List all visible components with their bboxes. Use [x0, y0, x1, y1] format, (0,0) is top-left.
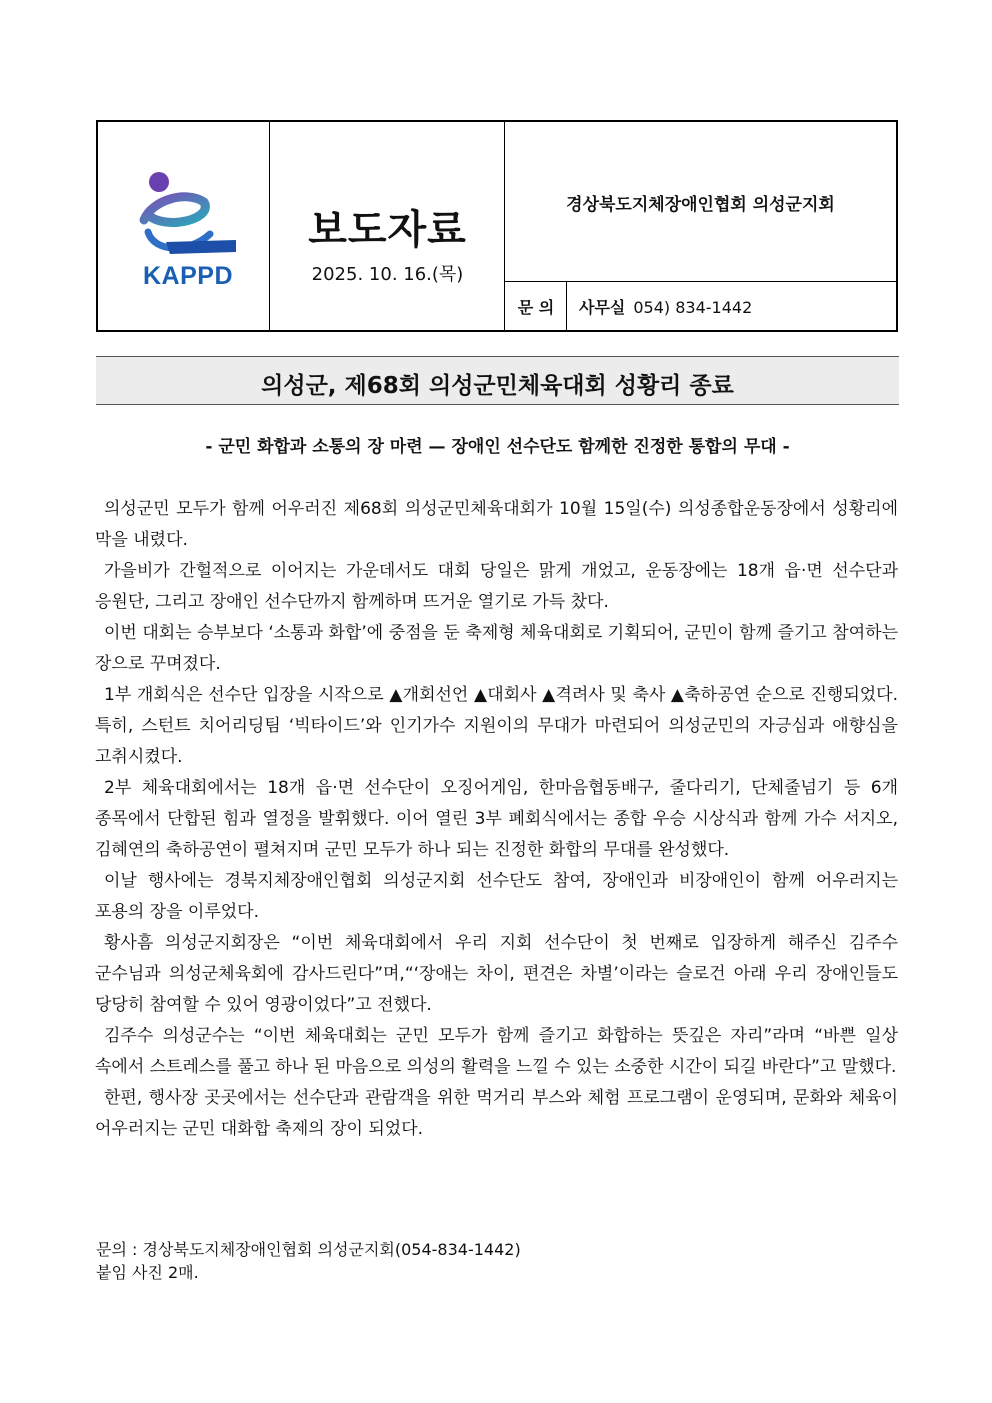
footer-inquiry: 문의 : 경상북도지체장애인협회 의성군지회(054-834-1442) — [96, 1240, 521, 1259]
contact-cell — [567, 282, 896, 330]
paragraph: 2부 체육대회에서는 18개 읍·면 선수단이 오징어게임, 한마음협동배구, 줄다리기, 단체줄넘기 등 6개 종목에서 단합된 힘과 열정을 발휘했다. 이어 열린 3부 폐회식에서는 종합 우승 시상식과 함께 가수 서지오, 김혜연의 축하공연이 펼쳐지며 군민 모두가 하나 되는 진정한 화합의 무대를 완성했다. — [95, 778, 898, 860]
paragraph: 김주수 의성군수는 “이번 체육대회는 군민 모두가 함께 즐기고 화합하는 뜻깊은 자리”라며 “바쁜 일상 속에서 스트레스를 풀고 하나 된 마음으로 의성의 활력을 느낄 수 있는 소중한 시간이 되길 바란다”고 말했다. — [95, 1026, 898, 1077]
headline: 의성군, 제68회 의성군민체육대회 성황리 종료 — [261, 373, 734, 399]
paragraph: 이번 대회는 승부보다 ‘소통과 화합’에 중점을 둔 축제형 체육대회로 기획되어, 군민이 함께 즐기고 참여하는 장으로 꾸며졌다. — [95, 623, 898, 674]
doc-title: 보도자료 — [308, 207, 467, 253]
paragraph: 이날 행사에는 경북지체장애인협회 의성군지회 선수단도 참여, 장애인과 비장애인이 함께 어우러지는 포용의 장을 이루었다. — [95, 871, 898, 922]
footer — [96, 1238, 521, 1284]
headline-box — [96, 356, 899, 405]
org-cell — [505, 122, 896, 282]
paragraph: 가을비가 간헐적으로 이어지는 가운데서도 대회 당일은 맑게 개었고, 운동장에는 18개 읍·면 선수단과 응원단, 그리고 장애인 선수단까지 함께하며 뜨거운 열기로 가득 찼다. — [95, 561, 898, 612]
logo-text: KAPPD — [142, 262, 233, 290]
article-body — [95, 494, 898, 1145]
doc-date: 2025. 10. 16.(목) — [311, 264, 464, 285]
kappd-logo-icon — [126, 162, 246, 262]
footer-attachment: 붙임 사진 2매. — [96, 1263, 199, 1282]
subtitle: - 군민 화합과 소통의 장 마련 — 장애인 선수단도 함께한 진정한 통합의 무대 - — [205, 437, 790, 457]
paragraph: 의성군민 모두가 함께 어우러진 제68회 의성군민체육대회가 10월 15일(수) 의성종합운동장에서 성황리에 막을 내렸다. — [95, 499, 898, 550]
logo-cell — [98, 122, 270, 330]
contact-phone: 054) 834-1442 — [633, 298, 753, 317]
contact-label-cell — [505, 282, 567, 330]
paragraph: 한편, 행사장 곳곳에서는 선수단과 관람객을 위한 먹거리 부스와 체험 프로그램이 운영되며, 문화와 체육이 어우러지는 군민 대화합 축제의 장이 되었다. — [95, 1088, 898, 1139]
paragraph: 황사흠 의성군지회장은 “이번 체육대회에서 우리 지회 선수단이 첫 번째로 입장하게 해주신 김주수 군수님과 의성군체육회에 감사드린다”며,“‘장애는 차이, 편견은 차별’이라는 슬로건 아래 우리 장애인들도 당당히 참여할 수 있어 영광이었다”고 전했다. — [95, 933, 898, 1015]
contact-info — [579, 295, 752, 318]
organization-name: 경상북도지체장애인협회 의성군지회 — [566, 195, 835, 215]
press-release-header — [96, 120, 898, 332]
contact-office: 사무실 — [579, 298, 626, 317]
paragraph: 1부 개회식은 선수단 입장을 시작으로 ▲개회선언 ▲대회사 ▲격려사 및 축사 ▲축하공연 순으로 진행되었다. 특히, 스턴트 치어리딩팀 ‘빅타이드’와 인기가수 지원이의 무대가 마련되어 의성군민의 자긍심과 애향심을 고취시켰다. — [95, 685, 898, 767]
contact-label: 문 의 — [517, 298, 555, 317]
title-cell — [270, 122, 505, 330]
